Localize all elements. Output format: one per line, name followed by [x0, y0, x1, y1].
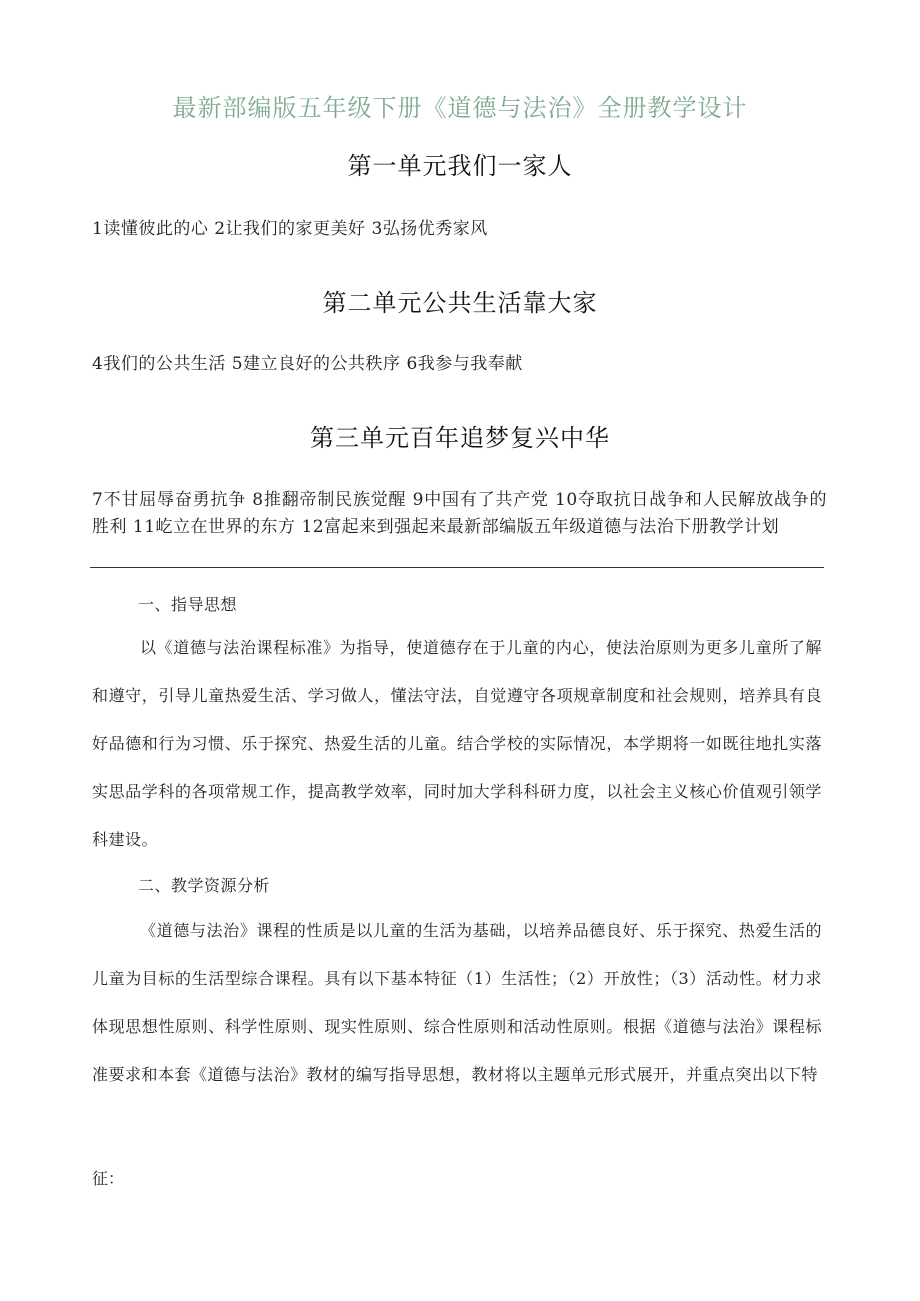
horizontal-divider: [90, 567, 824, 568]
unit-heading-2: 第二单元公共生活靠大家: [322, 289, 598, 317]
section-body-guiding-ideology: 以《道德与法治课程标准》为指导，使道德存在于儿童的内心，使法治原则为更多儿童所了解和遵守，引导儿童热爱生活、学习做人，懂法守法，自觉遵守各项规章制度和社会规则，培养具有良好品德和行为习惯、乐于探究、热爱生活的儿童。结合学校的实际情况，本学期将一如既往地扎实落实思品学科的各项常规工作，提高教学效率，同时加大学科科研力度，以社会主义核心价值观引领学科建设。: [92, 638, 822, 849]
unit-2-lessons: 4我们的公共生活 5建立良好的公共秩序 6我参与我奉献: [92, 354, 523, 374]
section-body-tail: 征：: [92, 1169, 125, 1188]
section-heading-resource-analysis: 二、教学资源分析: [138, 876, 271, 895]
section-heading-guiding-ideology: 一、指导思想: [138, 595, 238, 614]
unit-1-lessons: 1读懂彼此的心 2让我们的家更美好 3弘扬优秀家风: [92, 219, 488, 239]
unit-heading-1: 第一单元我们一家人: [347, 152, 573, 180]
section-body-resource-analysis: 《道德与法治》课程的性质是以儿童的生活为基础，以培养品德良好、乐于探究、热爱生活的儿童为目标的生活型综合课程。具有以下基本特征（1）生活性；（2）开放性；（3）活动性。材力求体现思想性原则、科学性原则、现实性原则、综合性原则和活动性原则。根据《道德与法治》课程标准要求和本套《道德与法治》教材的编写指导思想，教材将以主题单元形式展开，并重点突出以下特: [92, 921, 822, 1084]
unit-3-lessons: 7不甘屈辱奋勇抗争 8推翻帝制民族觉醒 9中国有了共产党 10夺取抗日战争和人民解放战争的胜利 11屹立在世界的东方 12富起来到强起来最新部编版五年级道德与法治下册教学计划: [92, 490, 827, 537]
document-title: 最新部编版五年级下册《道德与法治》全册教学设计: [172, 94, 748, 122]
unit-heading-3: 第三单元百年追梦复兴中华: [310, 424, 610, 452]
